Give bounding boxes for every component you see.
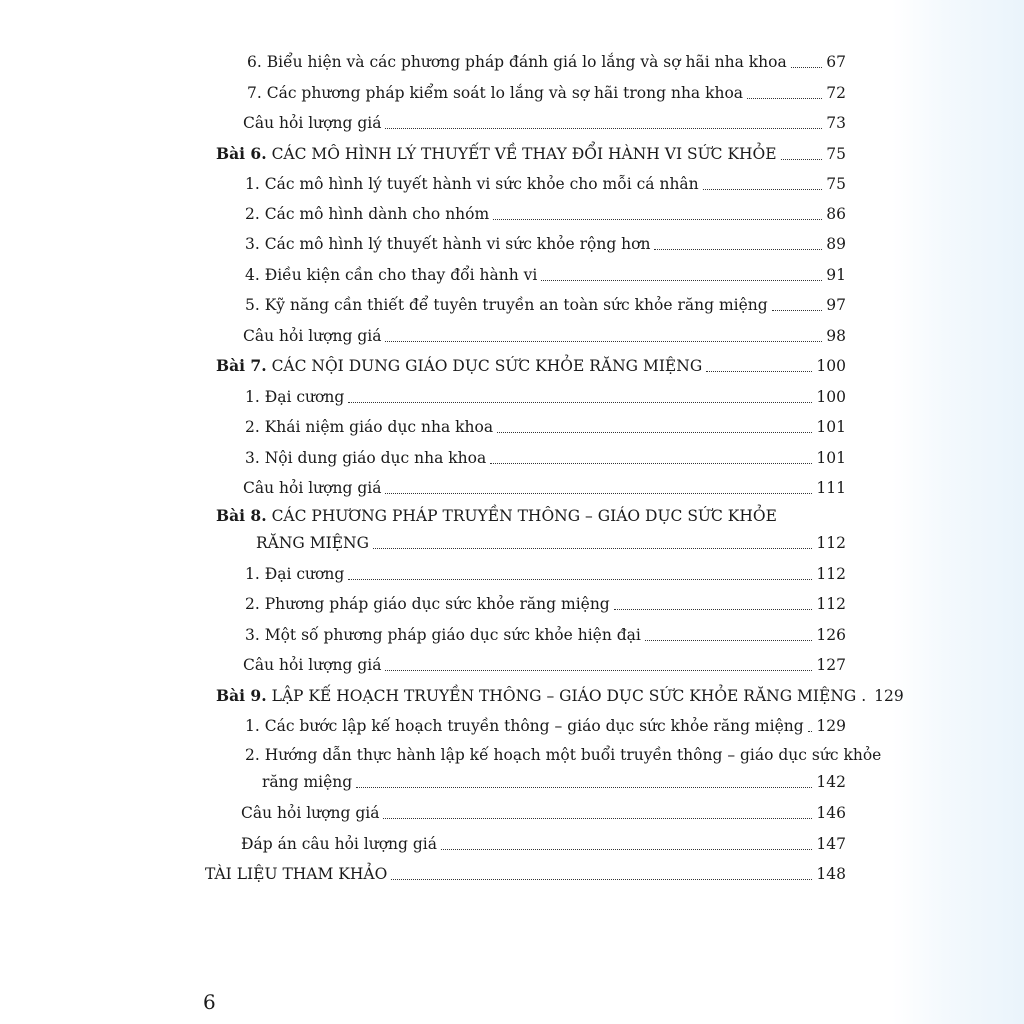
toc-entry-label: 1. Đại cương [245,565,345,583]
toc-chapter-first-line [216,506,777,526]
dot-leader [791,66,823,68]
toc-entry [245,716,846,736]
chapter-number: Bài 6. [216,144,267,163]
toc-entry [241,803,846,823]
toc-entry [262,772,846,792]
chapter-number: Bài 9. [216,686,267,705]
toc-entry [243,655,846,675]
toc-entry-page: 112 [816,595,846,613]
dot-leader [493,218,822,220]
toc-entry-continuation: răng miệng [262,773,353,791]
toc-entry-page: 101 [816,449,846,467]
toc-entry [245,448,846,468]
dot-leader [703,188,823,190]
toc-entry-label: Đáp án câu hỏi lượng giá [241,835,438,853]
toc-entry-page: 147 [816,835,846,853]
dot-leader [747,97,822,99]
toc-entry-page: 126 [816,626,846,644]
page-edge-shade [892,0,1024,1024]
toc-entry-continuation: RĂNG MIỆNG [256,534,369,552]
toc-entry-label: 1. Các mô hình lý tuyết hành vi sức khỏe cho mỗi cá nhân [245,175,699,193]
dot-leader [808,730,813,732]
dot-leader [356,786,812,788]
dot-leader [391,878,812,880]
toc-entry [205,864,846,884]
toc-entry-page: 97 [826,296,846,314]
dot-leader [383,817,812,819]
toc-entry-page: 73 [826,114,846,132]
dot-leader [645,639,813,641]
toc-entry [245,234,846,254]
toc-entry-label: 2. Phương pháp giáo dục sức khỏe răng miệng [245,595,610,613]
toc-entry-label: Câu hỏi lượng giá [243,656,382,674]
toc-entry-label: 5. Kỹ năng cần thiết để tuyên truyền an toàn sức khỏe răng miệng [245,296,768,314]
toc-entry [245,594,846,614]
toc-entry-page: 112 [816,565,846,583]
chapter-number: Bài 8. [216,506,267,525]
toc-entry [243,478,846,498]
toc-entry-page: 100 [816,388,846,406]
toc-entry-label: LẬP KẾ HOẠCH TRUYỀN THÔNG – GIÁO DỤC SỨC KHỎE RĂNG MIỆNG . [271,687,867,705]
dot-leader [373,547,812,549]
toc-entry [241,834,846,854]
toc-entry [245,417,846,437]
dot-leader [385,492,812,494]
toc-entry-page: 142 [816,773,846,791]
dot-leader [541,279,822,281]
toc-entry [245,625,846,645]
toc-entry-label: 3. Các mô hình lý thuyết hành vi sức khỏe rộng hơn [245,235,651,253]
toc-entry-page: 111 [816,479,846,497]
toc-entry [245,295,846,315]
toc-entry-page: 75 [826,175,846,193]
toc-chapter [216,144,846,164]
toc-entry-page: 91 [826,266,846,284]
toc-entry-label: 1. Đại cương [245,388,345,406]
toc-entry [245,204,846,224]
toc-chapter [216,686,904,706]
toc-entry-page: 75 [826,145,846,163]
toc-entry-label: 7. Các phương pháp kiểm soát lo lắng và sợ hãi trong nha khoa [247,84,744,102]
dot-leader [385,340,822,342]
toc-entry-page: 89 [826,235,846,253]
toc-entry-label: 2. Khái niệm giáo dục nha khoa [245,418,494,436]
toc-entry [245,387,846,407]
page-number: 6 [203,990,216,1014]
toc-entry-page: 98 [826,327,846,345]
toc-entry-label: Câu hỏi lượng giá [243,114,382,132]
toc-entry-page: 101 [816,418,846,436]
toc-entry-page: 67 [826,53,846,71]
dot-leader [348,401,812,403]
toc-entry [245,265,846,285]
toc-entry-label: CÁC PHƯƠNG PHÁP TRUYỀN THÔNG – GIÁO DỤC SỨC KHỎE [271,507,777,525]
toc-chapter [216,356,846,376]
dot-leader [497,431,812,433]
toc-entry-label: Câu hỏi lượng giá [243,479,382,497]
dot-leader [781,158,823,160]
toc-entry [245,174,846,194]
toc-entry-label: 2. Hướng dẫn thực hành lập kế hoạch một buổi truyền thông – giáo dục sức khỏe [245,746,882,764]
dot-leader [706,370,812,372]
toc-entry-page: 100 [816,357,846,375]
toc-entry-page: 86 [826,205,846,223]
toc-entry-page: 72 [826,84,846,102]
toc-entry-label: 2. Các mô hình dành cho nhóm [245,205,490,223]
toc-entry-page: 129 [816,717,846,735]
dot-leader [654,248,822,250]
toc-entry [243,326,846,346]
toc-entry-page: 127 [816,656,846,674]
toc-entry-label: TÀI LIỆU THAM KHẢO [205,865,388,883]
toc-entry-label: CÁC MÔ HÌNH LÝ THUYẾT VỀ THAY ĐỔI HÀNH VI SỨC KHỎE [271,145,777,163]
dot-leader [348,578,812,580]
dot-leader [614,608,813,610]
dot-leader [772,309,823,311]
dot-leader [385,669,812,671]
toc-entry-label: Câu hỏi lượng giá [241,804,380,822]
toc-entry [243,113,846,133]
toc-entry-first-line [245,745,881,765]
toc-entry-label: Câu hỏi lượng giá [243,327,382,345]
toc-entry-label: 3. Nội dung giáo dục nha khoa [245,449,487,467]
toc-entry-label: 3. Một số phương pháp giáo dục sức khỏe hiện đại [245,626,641,644]
toc-entry [245,564,846,584]
toc-entry-label: 6. Biểu hiện và các phương pháp đánh giá lo lắng và sợ hãi nha khoa [247,53,787,71]
toc-entry-label: 1. Các bước lập kế hoạch truyền thông – giáo dục sức khỏe răng miệng [245,717,804,735]
toc-entry-label: CÁC NỘI DUNG GIÁO DỤC SỨC KHỎE RĂNG MIỆNG [271,357,703,375]
chapter-number: Bài 7. [216,356,267,375]
toc-entry-page: 148 [816,865,846,883]
toc-entry-page: 146 [816,804,846,822]
dot-leader [490,462,812,464]
dot-leader [385,127,822,129]
toc-entry-page: 129 [874,687,904,705]
toc-entry-page: 112 [816,534,846,552]
toc-entry [247,52,846,72]
dot-leader [441,848,812,850]
toc-entry [247,83,846,103]
toc-chapter [256,533,846,553]
toc-entry-label: 4. Điều kiện cần cho thay đổi hành vi [245,266,538,284]
